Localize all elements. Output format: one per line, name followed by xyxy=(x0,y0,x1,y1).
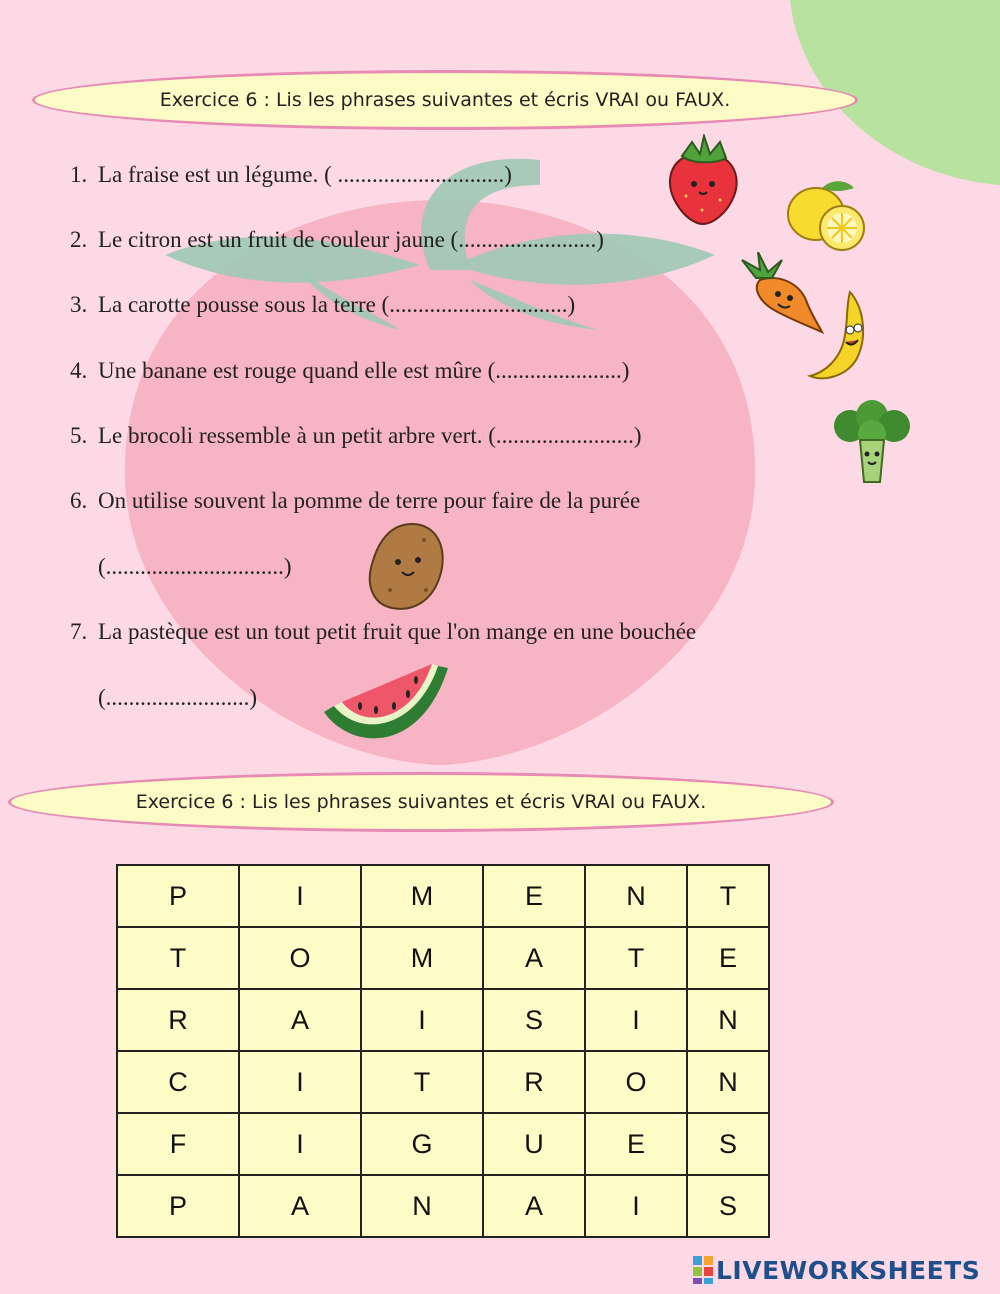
grid-cell[interactable]: I xyxy=(361,989,483,1051)
lemon-icon xyxy=(782,176,874,254)
grid-cell[interactable]: I xyxy=(585,989,687,1051)
grid-cell[interactable]: E xyxy=(687,927,769,989)
broccoli-icon xyxy=(830,400,914,486)
logo-text: LIVEWORKSHEETS xyxy=(716,1255,981,1285)
strawberry-icon xyxy=(662,134,744,226)
question-3: 3. La carotte pousse sous la terre (...............................) xyxy=(70,292,576,317)
grid-cell[interactable]: N xyxy=(687,989,769,1051)
grid-cell[interactable]: N xyxy=(585,865,687,927)
grid-cell[interactable]: S xyxy=(483,989,585,1051)
grid-cell[interactable]: P xyxy=(117,865,239,927)
question-7-text: La pastèque est un tout petit fruit que l'on mange en une bouchée xyxy=(98,619,697,644)
grid-row xyxy=(117,1051,769,1113)
grid-row xyxy=(117,927,769,989)
liveworksheets-logo[interactable] xyxy=(692,1255,980,1285)
question-7: 7. La pastèque est un tout petit fruit que l'on mange en une bouchée (.........................) xyxy=(70,619,697,710)
question-2: 2. Le citron est un fruit de couleur jaune (........................) xyxy=(70,227,604,252)
potato-icon xyxy=(366,520,448,614)
grid-row xyxy=(117,865,769,927)
grid-cell[interactable]: M xyxy=(361,927,483,989)
grid-cell[interactable]: A xyxy=(483,927,585,989)
grid-cell[interactable]: A xyxy=(239,989,361,1051)
question-6-text: On utilise souvent la pomme de terre pour faire de la purée xyxy=(98,488,641,513)
word-search-grid xyxy=(116,864,770,1238)
grid-cell[interactable]: T xyxy=(687,865,769,927)
question-2-text[interactable]: Le citron est un fruit de couleur jaune (........................) xyxy=(98,227,604,252)
grid-cell[interactable]: A xyxy=(239,1175,361,1237)
grid-cell[interactable]: C xyxy=(117,1051,239,1113)
grid-cell[interactable]: I xyxy=(239,865,361,927)
grid-cell[interactable]: N xyxy=(361,1175,483,1237)
grid-cell[interactable]: T xyxy=(585,927,687,989)
grid-cell[interactable]: A xyxy=(483,1175,585,1237)
grid-cell[interactable]: P xyxy=(117,1175,239,1237)
question-5-text[interactable]: Le brocoli ressemble à un petit arbre vert. (........................) xyxy=(98,423,642,448)
watermelon-icon xyxy=(320,660,456,754)
grid-cell[interactable]: F xyxy=(117,1113,239,1175)
question-6: 6. On utilise souvent la pomme de terre pour faire de la purée (...............................) xyxy=(70,488,641,579)
question-6-answer[interactable]: (...............................) xyxy=(98,554,292,579)
grid-cell[interactable]: E xyxy=(585,1113,687,1175)
grid-row xyxy=(117,1113,769,1175)
grid-cell[interactable]: M xyxy=(361,865,483,927)
question-7-answer[interactable]: (.........................) xyxy=(98,685,258,710)
grid-cell[interactable]: U xyxy=(483,1113,585,1175)
grid-row xyxy=(117,1175,769,1237)
grid-cell[interactable]: O xyxy=(585,1051,687,1113)
grid-cell[interactable]: G xyxy=(361,1113,483,1175)
question-4-text[interactable]: Une banane est rouge quand elle est mûre (......................) xyxy=(98,358,630,383)
question-1: 1. La fraise est un légume. ( .............................) xyxy=(70,162,512,187)
grid-cell[interactable]: N xyxy=(687,1051,769,1113)
grid-cell[interactable]: I xyxy=(239,1113,361,1175)
exercise-2-banner xyxy=(8,772,834,832)
question-3-text[interactable]: La carotte pousse sous la terre (...............................) xyxy=(98,292,576,317)
grid-cell[interactable]: T xyxy=(361,1051,483,1113)
grid-cell[interactable]: R xyxy=(483,1051,585,1113)
exercise-1-banner xyxy=(32,70,858,130)
grid-cell[interactable]: I xyxy=(585,1175,687,1237)
grid-cell[interactable]: S xyxy=(687,1175,769,1237)
exercise-2-title: Exercice 6 : Lis les phrases suivantes et écris VRAI ou FAUX. xyxy=(135,791,707,813)
grid-cell[interactable]: I xyxy=(239,1051,361,1113)
grid-cell[interactable]: T xyxy=(117,927,239,989)
grid-cell[interactable]: O xyxy=(239,927,361,989)
exercise-1-title: Exercice 6 : Lis les phrases suivantes et écris VRAI ou FAUX. xyxy=(159,89,731,111)
question-1-text[interactable]: La fraise est un légume. ( .............................) xyxy=(98,162,512,187)
grid-row xyxy=(117,989,769,1051)
logo-badge-icon xyxy=(692,1255,716,1285)
question-5: 5. Le brocoli ressemble à un petit arbre vert. (........................) xyxy=(70,423,642,448)
grid-cell[interactable]: E xyxy=(483,865,585,927)
banana-icon xyxy=(806,288,878,384)
grid-cell[interactable]: S xyxy=(687,1113,769,1175)
grid-cell[interactable]: R xyxy=(117,989,239,1051)
question-4: 4. Une banane est rouge quand elle est mûre (......................) xyxy=(70,358,630,383)
